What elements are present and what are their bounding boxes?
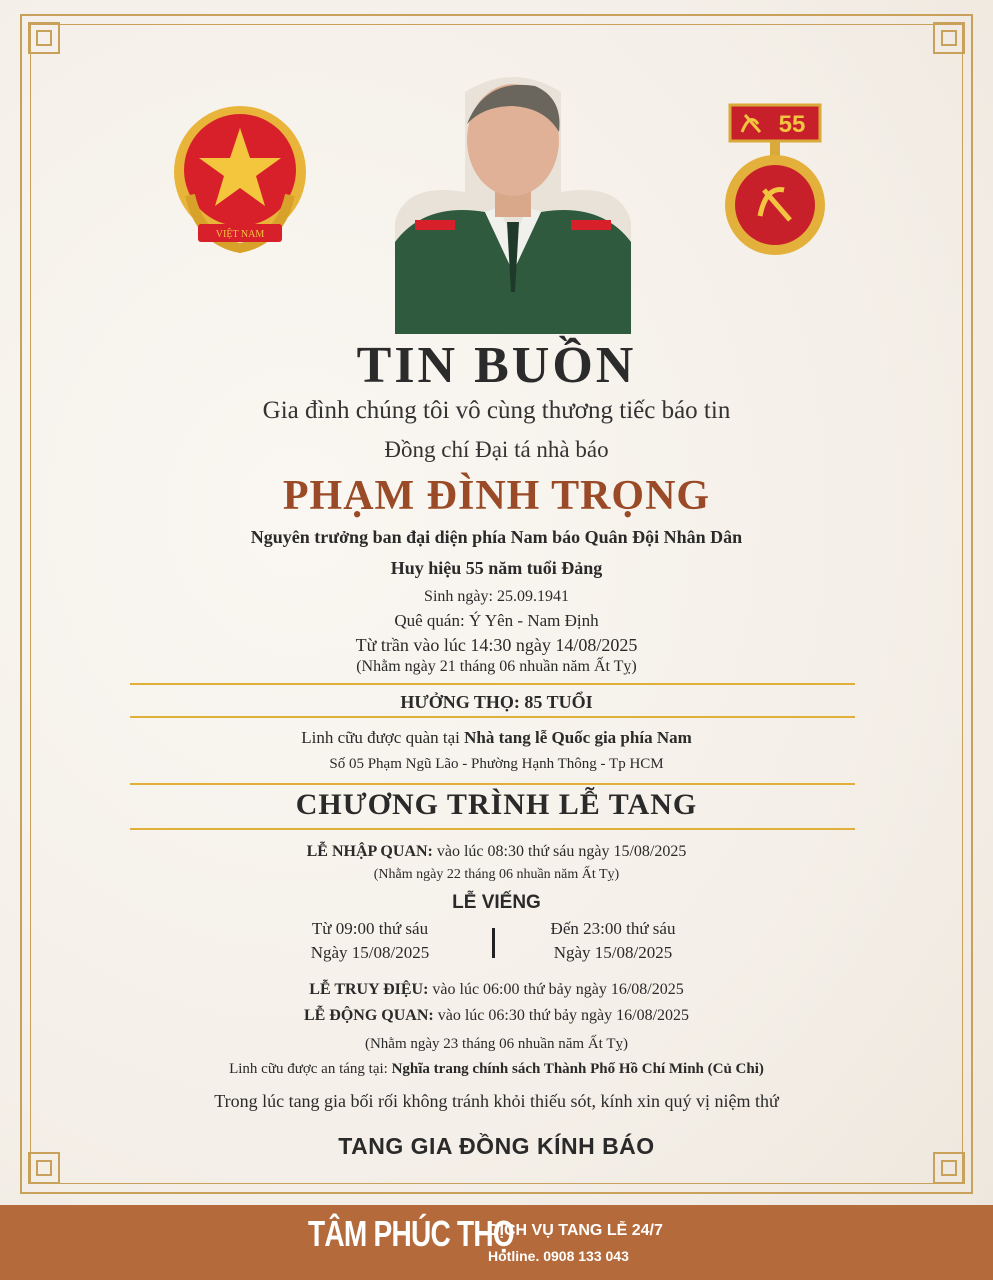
visitation-end-date: Ngày 15/08/2025 [553,943,673,962]
corner-ornament [22,16,66,60]
encoffin-line [0,843,993,861]
divider [130,783,855,785]
divider [130,683,855,685]
brand-logo-text: TÂM PHÚC THỌ [308,1213,514,1254]
visitation-start-date: Ngày 15/08/2025 [310,943,430,962]
laying-in-state [0,728,993,748]
national-emblem [160,100,320,260]
page-title: TIN BUỒN [356,337,637,394]
laying-place: Nhà tang lễ Quốc gia phía Nam [464,728,692,747]
visitation-start-time: Từ 09:00 thứ sáu [311,919,429,938]
burial-place: Nghĩa trang chính sách Thành Phố Hồ Chí Minh (Củ Chi) [391,1061,764,1077]
laying-address: Số 05 Phạm Ngũ Lão - Phường Hạnh Thông - Tp HCM [329,756,664,772]
family-signature: TANG GIA ĐỒNG KÍNH BÁO [338,1133,655,1159]
procession-lunar: (Nhằm ngày 23 tháng 06 nhuần năm Ất Tỵ) [364,1036,628,1052]
divider [130,828,855,830]
encoffin-time: vào lúc 08:30 thứ sáu ngày 15/08/2025 [432,843,687,860]
birth-date: Sinh ngày: 25.09.1941 [424,588,569,605]
party-medal [720,100,830,260]
procession-line [0,1007,993,1025]
hometown: Quê quán: Ý Yên - Nam Định [394,611,599,630]
death-lunar-date: (Nhằm ngày 21 tháng 06 nhuần năm Ất Tỵ) [356,658,637,675]
deceased-name: PHẠM ĐÌNH TRỌNG [282,473,711,519]
procession-label: LỄ ĐỘNG QUAN: [303,1007,434,1024]
position-line: Nguyên trưởng ban đại diện phía Nam báo Quân Đội Nhân Dân [250,527,743,547]
age-line: HƯỞNG THỌ: 85 TUỔI [400,692,593,712]
memorial-time: vào lúc 06:00 thứ bảy ngày 16/08/2025 [428,981,684,998]
procession-time: vào lúc 06:30 thứ bảy ngày 16/08/2025 [433,1007,690,1024]
program-title: CHƯƠNG TRÌNH LỄ TANG [295,788,698,821]
portrait-photo [395,72,631,334]
emblem-ribbon-text: VIỆT NAM [215,229,265,240]
visitation-title: LỄ VIẾNG [452,892,541,913]
corner-ornament [927,16,971,60]
service-text: DỊCH VỤ TANG LỄ 24/7 [488,1222,663,1239]
medal-number: 55 [778,111,806,138]
memorial-label: LỄ TRUY ĐIỆU: [309,981,429,998]
burial-prefix: Linh cữu được an táng tại: [229,1061,392,1077]
apology-line: Trong lúc tang gia bối rối không tránh khỏi thiếu sót, kính xin quý vị niệm thứ [214,1091,779,1111]
visitation-end-time: Đến 23:00 thứ sáu [550,919,676,938]
laying-prefix: Linh cữu được quàn tại [301,728,465,747]
visitation-end [493,917,733,965]
burial-line [0,1061,993,1078]
party-badge-line: Huy hiệu 55 năm tuổi Đảng [390,558,603,578]
rank-line: Đồng chí Đại tá nhà báo [384,437,609,462]
visitation-start [250,917,490,965]
hotline-text: Hotline. 0908 133 043 [488,1248,629,1264]
memorial-line [0,981,993,999]
encoffin-label: LỄ NHẬP QUAN: [306,843,433,860]
divider [130,716,855,718]
announcement-intro: Gia đình chúng tôi vô cùng thương tiếc báo tin [262,397,731,424]
encoffin-lunar: (Nhằm ngày 22 tháng 06 nhuần năm Ất Tỵ) [373,867,620,882]
death-time: Từ trần vào lúc 14:30 ngày 14/08/2025 [355,635,638,655]
